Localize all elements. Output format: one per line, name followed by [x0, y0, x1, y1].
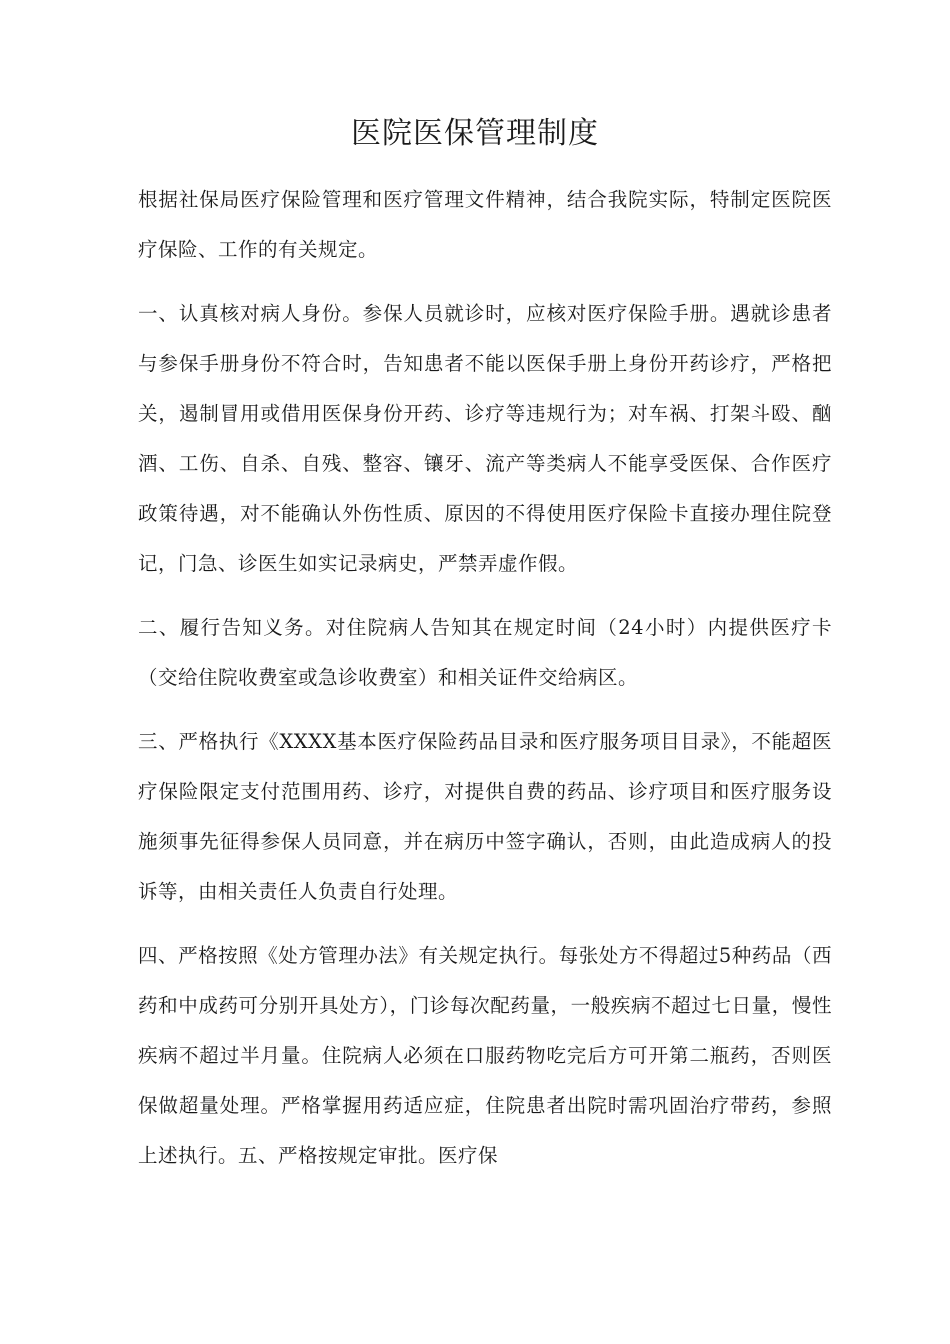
paragraph-4-prescription-rules: 四、严格按照《处方管理办法》有关规定执行。每张处方不得超过5种药品（西药和中成药可分别开具处方），门诊每次配药量，一般疾病不超过七日量，慢性疾病不超过半月量。住院病人必须在口服药物吃完后方可开第二瓶药，否则医保做超量处理。严格掌握用药适应症，住院患者出院时需巩固治疗带药，参照上述执行。五、严格按规定审批。医疗保 [138, 944, 832, 1167]
document-body [138, 175, 832, 1195]
paragraph-1-verify-identity: 一、认真核对病人身份。参保人员就诊时，应核对医疗保险手册。遇就诊患者与参保手册身份不符合时，告知患者不能以医保手册上身份开药诊疗，严格把关，遏制冒用或借用医保身份开药、诊疗等违规行为；对车祸、打架斗殴、酗酒、工伤、自杀、自残、整容、镶牙、流产等类病人不能享受医保、合作医疗政策待遇，对不能确认外伤性质、原因的不得使用医疗保险卡直接办理住院登记，门急、诊医生如实记录病史，严禁弄虚作假。 [138, 302, 832, 575]
paragraph-2-notification-duty: 二、履行告知义务。对住院病人告知其在规定时间（24小时）内提供医疗卡（交给住院收费室或急诊收费室）和相关证件交给病区。 [138, 616, 832, 689]
paragraph-intro: 根据社保局医疗保险管理和医疗管理文件精神，结合我院实际，特制定医院医疗保险、工作的有关规定。 [138, 188, 832, 261]
paragraph-3-catalog-compliance: 三、严格执行《XXXX基本医疗保险药品目录和医疗服务项目目录》，不能超医疗保险限定支付范围用药、诊疗，对提供自费的药品、诊疗项目和医疗服务设施须事先征得参保人员同意，并在病历中签字确认，否则，由此造成病人的投诉等，由相关责任人负责自行处理。 [138, 730, 832, 903]
document-title: 医院医保管理制度 [351, 116, 599, 151]
